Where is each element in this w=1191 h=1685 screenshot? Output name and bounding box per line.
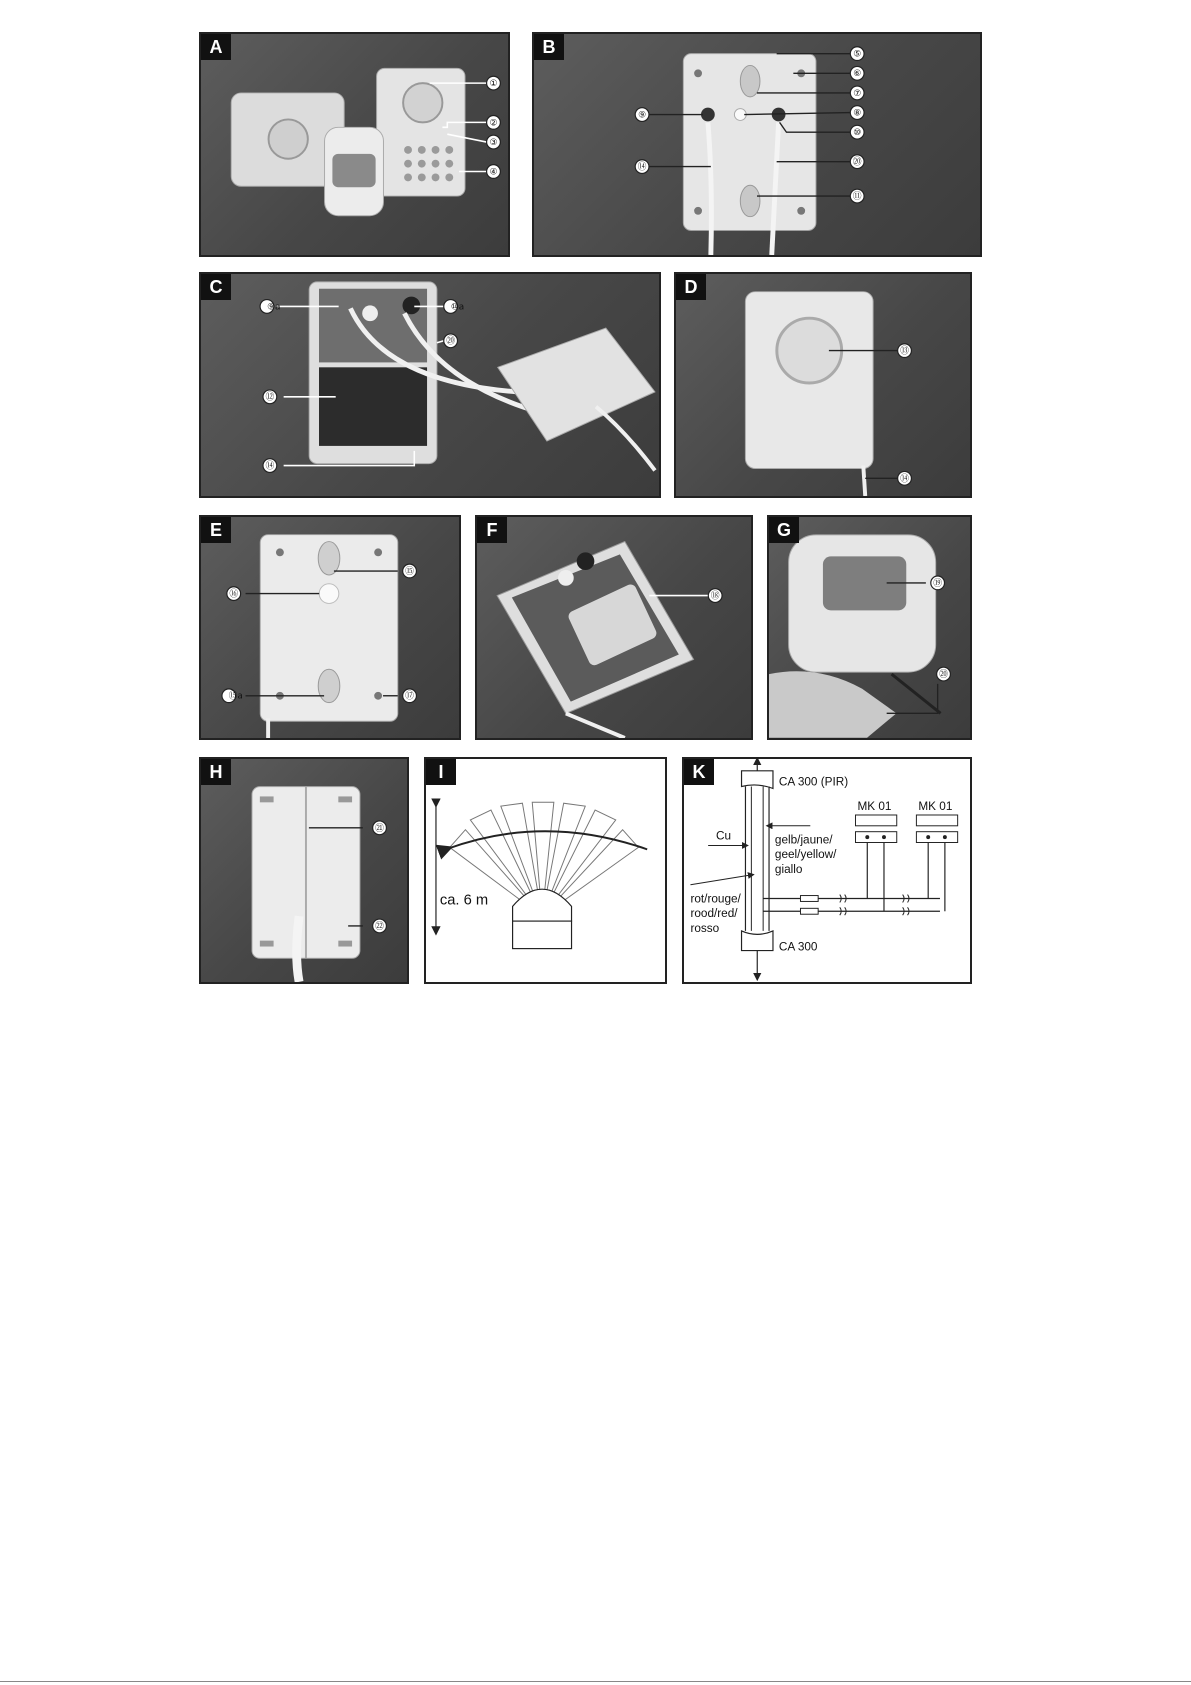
label-mk01-1: MK 01 <box>857 800 892 814</box>
page-bottom-rule <box>0 1681 1191 1682</box>
panel-e <box>199 515 461 740</box>
callout-22: ㉒ <box>375 921 384 932</box>
label-yellow-2: geel/yellow/ <box>774 848 837 862</box>
callout-3: ③ <box>489 137 498 148</box>
panel-letter: B <box>534 34 564 60</box>
panel-letter: K <box>684 759 714 785</box>
panel-h-illustration <box>201 759 407 982</box>
panel-letter: C <box>201 274 231 300</box>
panel-d <box>674 272 972 498</box>
panel-i <box>424 757 667 984</box>
callout-15: ⑮ <box>405 566 414 577</box>
panel-letter: I <box>426 759 456 785</box>
panel-g <box>767 515 972 740</box>
callout-9a: ⑨a <box>267 302 281 313</box>
panel-letter: D <box>676 274 706 300</box>
label-red-3: rosso <box>690 921 720 935</box>
panel-f-illustration <box>477 517 751 738</box>
label-cu: Cu <box>715 829 732 843</box>
panel-letter: G <box>769 517 799 543</box>
label-yellow-1: gelb/jaune/ <box>774 833 833 847</box>
callout-16: ⑯ <box>229 589 239 600</box>
panel-c-illustration <box>201 274 659 496</box>
callout-4: ④ <box>489 167 498 178</box>
callout-6: ⑥ <box>853 69 862 80</box>
panel-f <box>475 515 753 740</box>
callout-9: ⑨ <box>638 110 647 121</box>
callout-19: ⑲ <box>933 578 943 589</box>
panel-letter: F <box>477 517 507 543</box>
wiring-diagram <box>684 759 970 982</box>
panel-d-illustration <box>676 274 970 496</box>
panel-e-illustration <box>201 517 459 738</box>
callout-18: ⑱ <box>710 591 720 602</box>
panel-h <box>199 757 409 984</box>
label-ca300-pir: CA 300 (PIR) <box>778 775 849 789</box>
label-red-2: rood/red/ <box>690 907 738 921</box>
callout-15a: ⑮a <box>228 691 243 702</box>
panel-b-illustration <box>534 34 980 255</box>
panel-letter: A <box>201 34 231 60</box>
callout-10: ⑩ <box>853 128 862 139</box>
callout-20: ⑳ <box>446 336 456 347</box>
callout-20: ⑳ <box>852 157 862 168</box>
label-yellow-3: giallo <box>774 862 803 876</box>
callout-17: ⑰ <box>405 691 414 702</box>
label-mk01-2: MK 01 <box>918 800 953 814</box>
callout-8: ⑧ <box>853 108 862 119</box>
callout-14: ⑭ <box>900 474 909 485</box>
callout-20: ⑳ <box>939 670 948 681</box>
callout-10a: ⑩a <box>450 302 465 313</box>
panel-c <box>199 272 661 498</box>
callout-11: ⑪ <box>852 192 862 203</box>
label-red-1: rot/rouge/ <box>690 892 741 906</box>
panel-a-illustration <box>201 34 508 255</box>
callout-14: ⑭ <box>637 162 647 173</box>
panel-letter: H <box>201 759 231 785</box>
callout-2: ② <box>489 118 498 129</box>
panel-b <box>532 32 982 257</box>
callout-13: ⑬ <box>900 346 909 357</box>
panel-letter: E <box>201 517 231 543</box>
panel-a <box>199 32 510 257</box>
label-ca300: CA 300 <box>778 940 818 954</box>
callout-7: ⑦ <box>853 88 862 99</box>
panel-g-illustration <box>769 517 970 738</box>
callout-14: ⑭ <box>265 461 275 472</box>
callout-5: ⑤ <box>853 49 862 60</box>
range-label: ca. 6 m <box>439 892 489 909</box>
callout-1: ① <box>489 79 498 90</box>
callout-21: ㉑ <box>375 823 384 834</box>
callout-12: ⑫ <box>265 392 275 403</box>
detection-range-diagram <box>426 759 665 982</box>
panel-k <box>682 757 972 984</box>
